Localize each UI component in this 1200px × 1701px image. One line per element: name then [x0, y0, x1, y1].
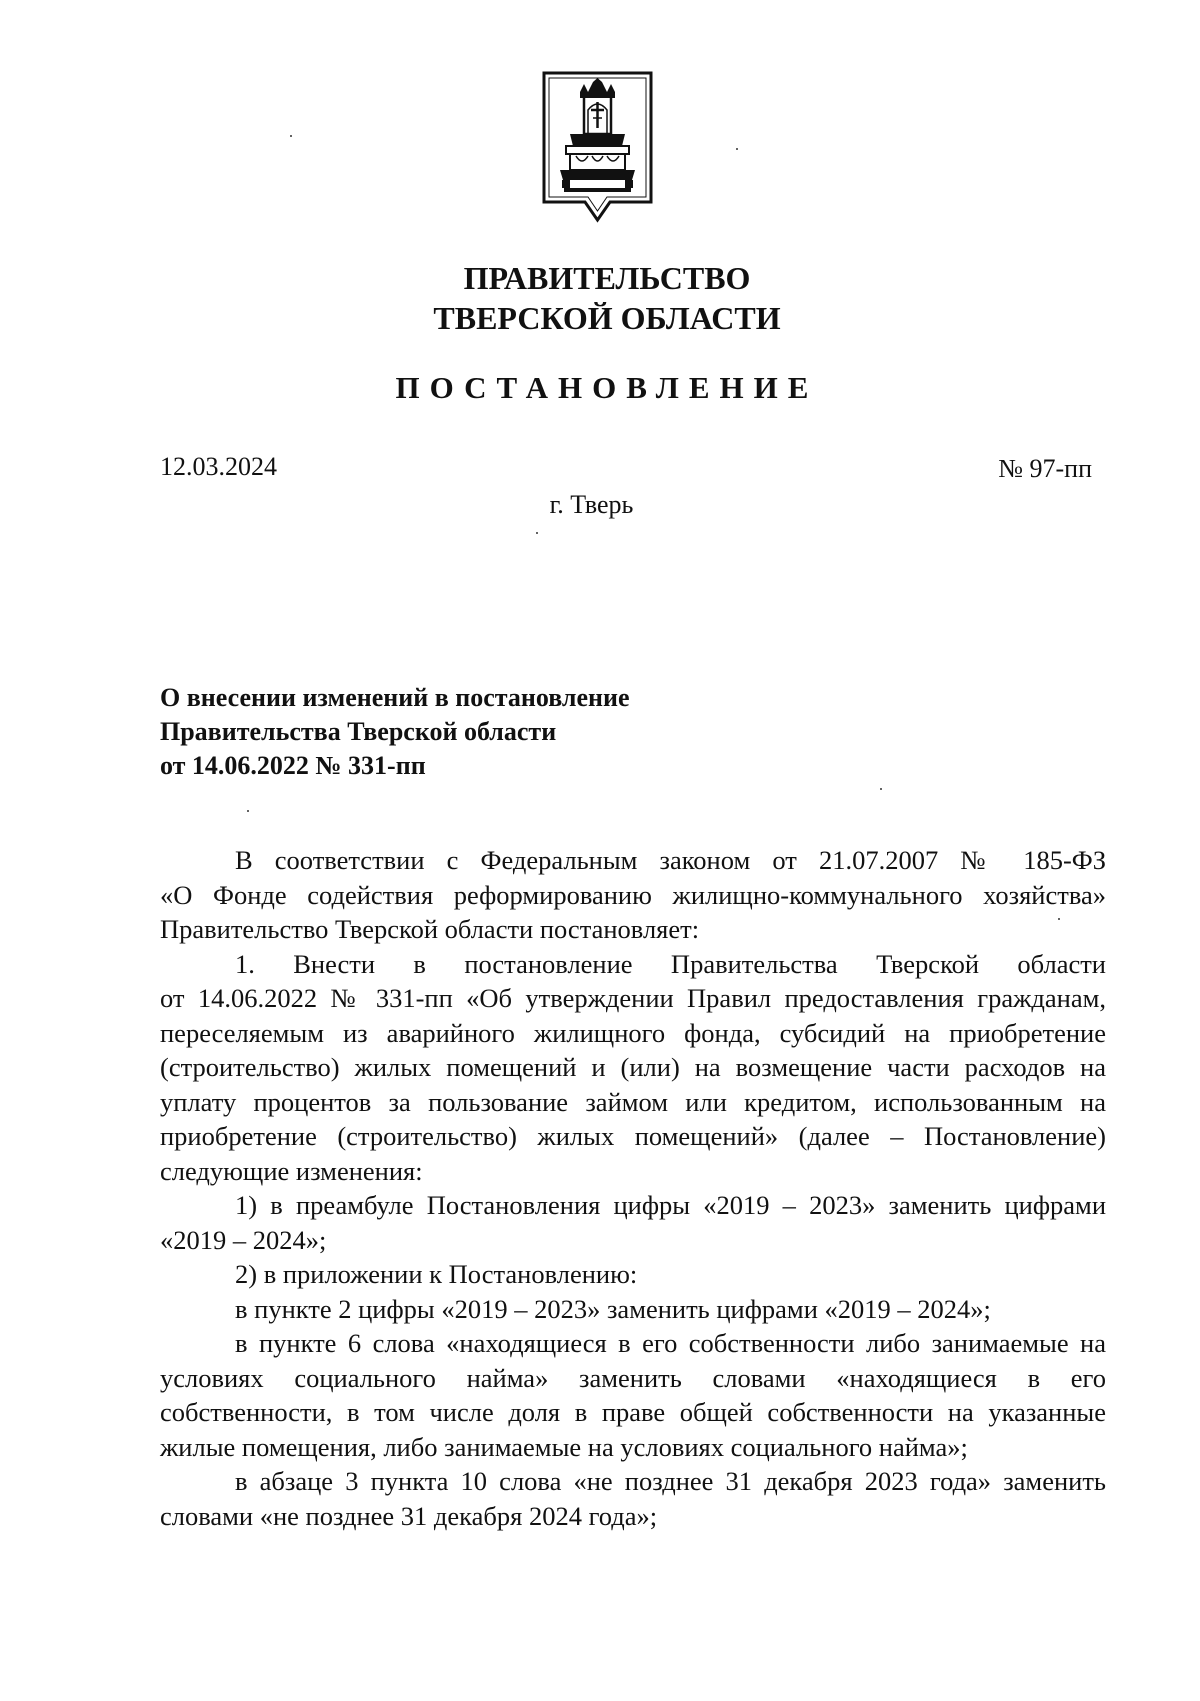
- item1-line3: переселяемым из аварийного жилищного фонда, субсидий на приобретение: [160, 1017, 1106, 1048]
- subject-line2: Правительства Тверской области: [160, 717, 557, 746]
- point6-line3: собственности, в том числе доля в праве общей собственности на указанные: [160, 1397, 1106, 1427]
- preamble-line3: Правительство Тверской области постановляет:: [160, 914, 700, 944]
- point10-line1: в абзаце 3 пункта 10 слова «не позднее 31 декабря 2023 года» заменить: [235, 1466, 1106, 1496]
- document-subject: [160, 681, 630, 783]
- organization-title-line2: ТВЕРСКОЙ ОБЛАСТИ: [433, 300, 781, 336]
- document-body: [160, 843, 1106, 1533]
- scan-speck: [536, 532, 538, 534]
- scan-speck: [736, 148, 738, 150]
- item1-line1: 1. Внести в постановление Правительства Тверской области: [235, 948, 1106, 979]
- organization-title-line1: ПРАВИТЕЛЬСТВО: [463, 260, 751, 296]
- scan-speck: [880, 788, 882, 790]
- scan-speck: [247, 810, 249, 812]
- document-city: г. Тверь: [549, 490, 634, 519]
- preamble-line1: В соответствии с Федеральным законом от 21.07.2007 № 185-ФЗ: [235, 845, 1106, 875]
- document-number: № 97-пп: [998, 454, 1092, 483]
- point6-line1: в пункте 6 слова «находящиеся в его собственности либо занимаемые на: [235, 1328, 1106, 1358]
- subitem1-line1: 1) в преамбуле Постановления цифры «2019 – 2023» заменить цифрами: [235, 1190, 1106, 1220]
- point6-line4: жилые помещения, либо занимаемые на условиях социального найма»;: [160, 1431, 968, 1462]
- item1-line5: уплату процентов за пользование займом или кредитом, использованным на: [160, 1086, 1106, 1117]
- scan-speck: [290, 135, 292, 137]
- subject-line3: от 14.06.2022 № 331-пп: [160, 751, 426, 780]
- coat-of-arms-emblem: [540, 70, 655, 226]
- item1-line4: (строительство) жилых помещений и (или) на возмещение части расходов на: [160, 1052, 1106, 1082]
- subitem1-line2: «2019 – 2024»;: [160, 1224, 327, 1255]
- subitem2-line: 2) в приложении к Постановлению:: [235, 1259, 638, 1289]
- point10-line2: словами «не позднее 31 декабря 2024 года»;: [160, 1500, 658, 1531]
- item1-line7: следующие изменения:: [160, 1155, 423, 1186]
- item1-line6: приобретение (строительство) жилых помещений» (далее – Постановление): [160, 1121, 1106, 1151]
- scan-speck: [1058, 918, 1060, 920]
- document-date: 12.03.2024: [160, 452, 277, 481]
- point6-line2: условиях социального найма» заменить словами «находящиеся в его: [160, 1362, 1106, 1393]
- preamble-line2: «О Фонде содействия реформированию жилищно-коммунального хозяйства»: [160, 879, 1106, 910]
- point2-line: в пункте 2 цифры «2019 – 2023» заменить цифрами «2019 – 2024»;: [235, 1293, 991, 1324]
- subject-line1: О внесении изменений в постановление: [160, 683, 630, 712]
- item1-line2: от 14.06.2022 № 331-пп «Об утверждении Правил предоставления гражданам,: [160, 983, 1106, 1013]
- organization-title: [0, 258, 1200, 338]
- document-type: ПОСТАНОВЛЕНИЕ: [395, 370, 819, 405]
